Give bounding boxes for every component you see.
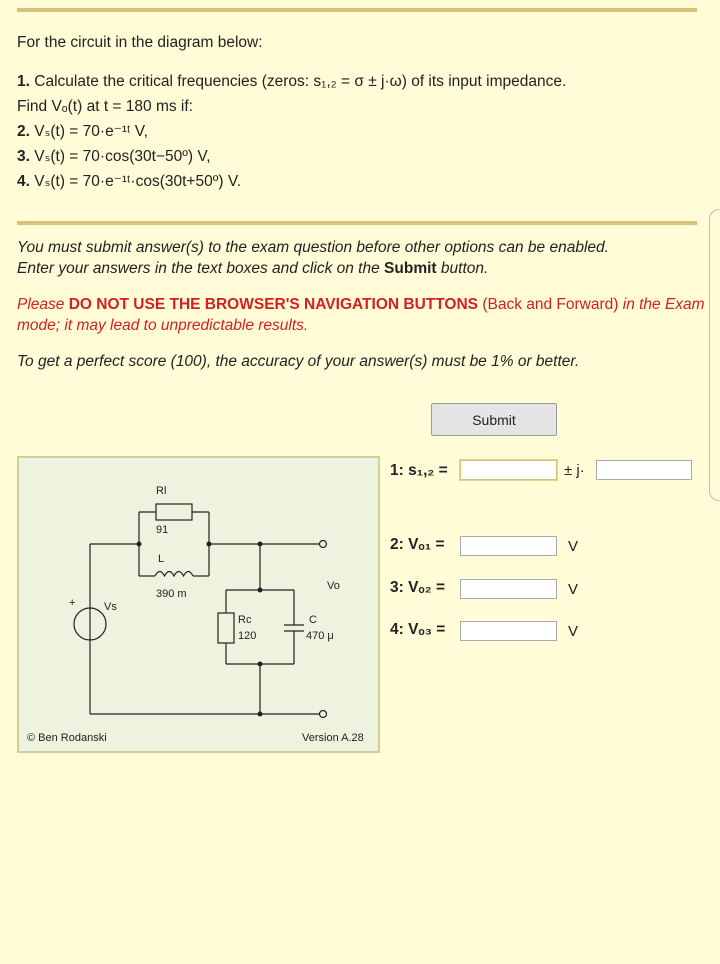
- rl-label: Rl: [156, 485, 167, 497]
- question-item-3: 3. Vₛ(t) = 70·cos(30t−50º) V,: [17, 148, 211, 165]
- answer-label-3: 3: Vₒ₂ =: [390, 579, 446, 596]
- l-label: L: [158, 553, 165, 565]
- question-item-1: 1. Calculate the critical frequencies (zeros: s₁,₂ = σ ± j·ω) of its input impedance.: [17, 73, 567, 90]
- navigation-warning: Please DO NOT USE THE BROWSER'S NAVIGATION BUTTONS (Back and Forward) in the Exam mode; it may lead to unpredictable results.: [17, 296, 705, 334]
- submit-button[interactable]: Submit: [431, 403, 557, 436]
- scroll-tab[interactable]: [709, 209, 720, 501]
- accuracy-note: To get a perfect score (100), the accuracy of your answer(s) must be 1% or better.: [17, 353, 580, 370]
- rc-label: Rc: [238, 614, 252, 626]
- question-text: [17, 30, 707, 194]
- answer-label-2: 2: Vₒ₁ =: [390, 536, 445, 553]
- vs-plus: +: [69, 597, 76, 609]
- copyright-text: © Ben Rodanski: [27, 732, 107, 744]
- answer-unit-4: V: [568, 623, 579, 640]
- answer-unit-3: V: [568, 581, 579, 598]
- s12-real-input[interactable]: [460, 460, 557, 480]
- c-value: 470 μ: [306, 630, 334, 642]
- question-intro: For the circuit in the diagram below:: [17, 34, 263, 51]
- middle-divider: [17, 221, 697, 225]
- rc-value: 120: [238, 630, 257, 642]
- top-divider: [17, 8, 697, 12]
- instructions: [17, 238, 707, 373]
- answer-label-4: 4: Vₒ₃ =: [390, 621, 446, 638]
- vo2-input[interactable]: [460, 579, 557, 599]
- circuit-diagram: [17, 456, 380, 753]
- answer-unit-1: ± j·: [564, 462, 585, 479]
- vo1-input[interactable]: [460, 536, 557, 556]
- version-text: Version A.28: [302, 732, 364, 744]
- instruction-line-1: You must submit answer(s) to the exam question before other options can be enabled.: [17, 239, 609, 256]
- rl-value: 91: [156, 524, 169, 536]
- question-item-find: Find Vₒ(t) at t = 180 ms if:: [17, 98, 193, 115]
- l-value: 390 m: [156, 588, 187, 600]
- s12-imag-input[interactable]: [596, 460, 692, 480]
- question-item-4: 4. Vₛ(t) = 70·e⁻¹ᵗ·cos(30t+50º) V.: [17, 173, 242, 190]
- vs-label: Vs: [104, 601, 117, 613]
- instruction-line-2: Enter your answers in the text boxes and click on the Submit button.: [17, 259, 489, 277]
- vo3-input[interactable]: [460, 621, 557, 641]
- vo-label: Vo: [327, 580, 340, 592]
- question-item-2: 2. Vₛ(t) = 70·e⁻¹ᵗ V,: [17, 123, 148, 140]
- circuit-schematic: [19, 458, 378, 751]
- answer-label-1: 1: s₁,₂ =: [390, 462, 448, 479]
- c-label: C: [309, 614, 317, 626]
- answer-unit-2: V: [568, 538, 579, 555]
